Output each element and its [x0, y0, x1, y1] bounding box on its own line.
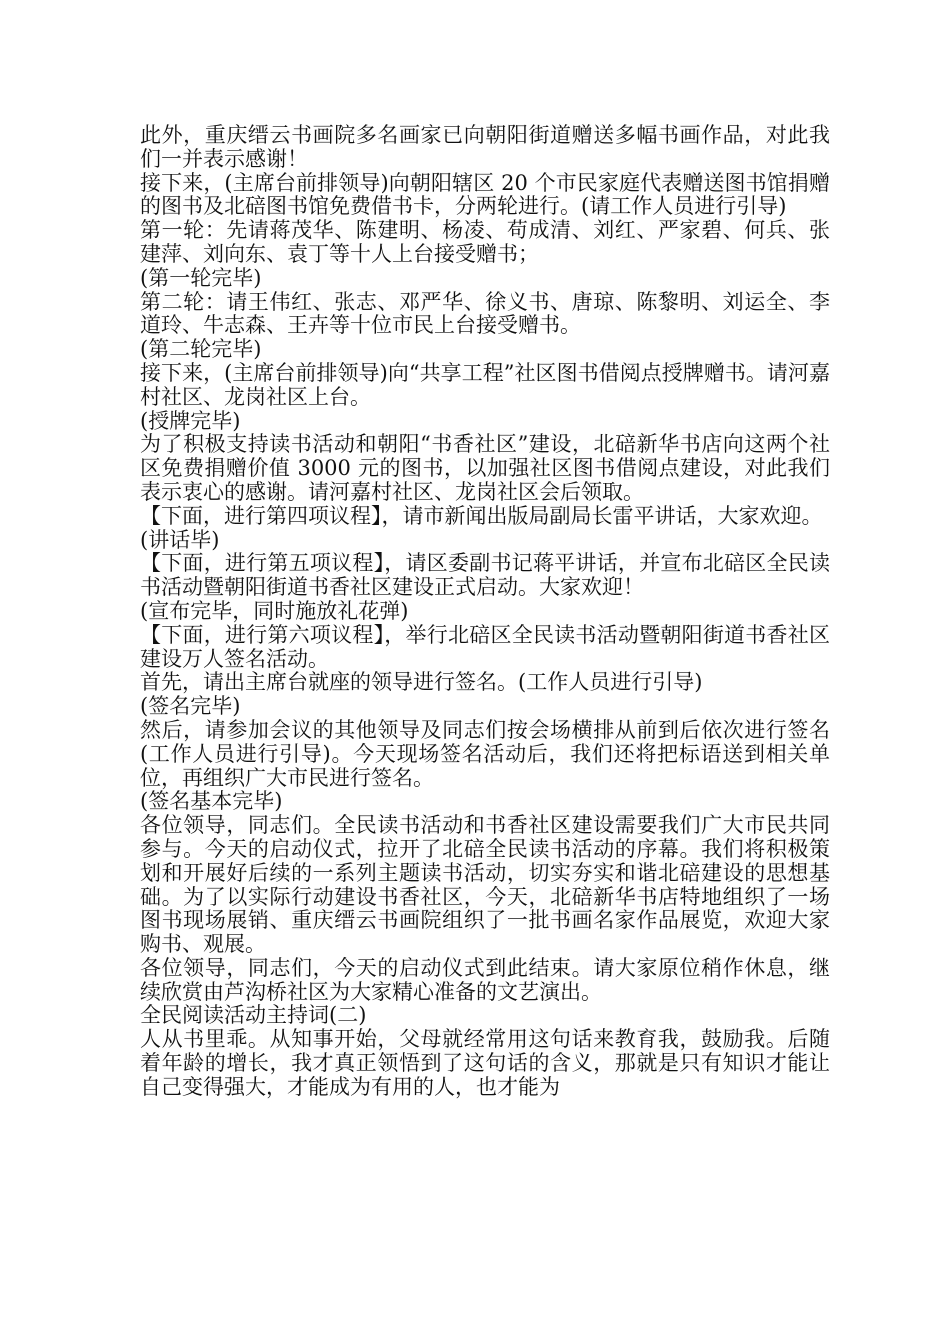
paragraph-xinhua-donation: 为了积极支持读书活动和朝阳“书香社区”建设，北碚新华书店向这两个社区免费捐赠价值 3000 元的图书，以加强社区图书借阅点建设，对此我们表示衷心的感谢。请河嘉村社区、龙岗社区会后领取。: [140, 432, 830, 504]
paragraph-agenda-five: 【下面，进行第五项议程】，请区委副书记蒋平讲话，并宣布北碚区全民读书活动暨朝阳街道书香社区建设正式启动。大家欢迎！: [140, 551, 830, 600]
note-signing-mostly-done: (签名基本完毕): [140, 789, 283, 814]
note-speech-done: (讲话毕): [140, 527, 220, 552]
note-plaque-done: (授牌完毕): [140, 408, 241, 433]
note-round-two-done: (第二轮完毕): [140, 337, 262, 362]
paragraph-script-two-opening: 人从书里乖。从知事开始，父母就经常用这句话来教育我，鼓励我。后随着年龄的增长，我才真正领悟到了这句话的含义，那就是只有知识才能让自己变得强大，才能成为有用的人，也才能为: [140, 1027, 830, 1099]
note-signing-done: (签名完毕): [140, 694, 241, 719]
note-announcement-done: (宣布完毕，同时施放礼花弹): [140, 598, 409, 623]
paragraph-agenda-six: 【下面，进行第六项议程】，举行北碚区全民读书活动暨朝阳街道书香社区建设万人签名活动。: [140, 622, 830, 671]
document-body: [140, 124, 830, 1100]
note-round-one-done: (第一轮完毕): [140, 265, 262, 290]
paragraph-thanks-painters: 此外，重庆缙云书画院多名画家已向朝阳街道赠送多幅书画作品，对此我们一并表示感谢！: [140, 123, 830, 171]
paragraph-agenda-four: 【下面，进行第四项议程】，请市新闻出版局副局长雷平讲话，大家欢迎。: [140, 503, 823, 528]
paragraph-plaque-award: 接下来，(主席台前排领导)向“共享工程”社区图书借阅点授牌赠书。请河嘉村社区、龙岗社区上台。: [140, 360, 830, 409]
paragraph-book-donation-intro: 接下来，(主席台前排领导)向朝阳辖区 20 个市民家庭代表赠送图书馆捐赠的图书及北碚图书馆免费借书卡，分两轮进行。(请工作人员进行引导): [140, 170, 830, 219]
paragraph-ceremony-end: 各位领导，同志们，今天的启动仪式到此结束。请大家原位稍作休息，继续欣赏由芦沟桥社区为大家精心准备的文艺演出。: [140, 955, 830, 1004]
paragraph-round-two: 第二轮：请王伟红、张志、邓严华、徐义书、唐琼、陈黎明、刘运全、李道玲、牛志森、王卉等十位市民上台接受赠书。: [140, 289, 830, 338]
paragraph-leaders-sign: 首先，请出主席台就座的领导进行签名。(工作人员进行引导): [140, 670, 703, 695]
paragraph-round-one: 第一轮：先请蒋茂华、陈建明、杨凌、苟成清、刘红、严家碧、何兵、张建萍、刘向东、袁丁等十人上台接受赠书；: [140, 218, 830, 266]
paragraph-others-sign: 然后，请参加会议的其他领导及同志们按会场横排从前到后依次进行签名(工作人员进行引导)。今天现场签名活动后，我们还将把标语送到相关单位，再组织广大市民进行签名。: [140, 717, 830, 790]
paragraph-closing-remarks: 各位领导，同志们。全民读书活动和书香社区建设需要我们广大市民共同参与。今天的启动仪式，拉开了北碚全民读书活动的序幕。我们将积极策划和开展好后续的一系列主题读书活动，切实夯实和谐北碚建设的思想基础。为了以实际行动建设书香社区，今天，北碚新华书店特地组织了一场图书现场展销、重庆缙云书画院组织了一批书画名家作品展览，欢迎大家购书、观展。: [140, 813, 830, 957]
section-heading-script-two: 全民阅读活动主持词(二): [140, 1003, 367, 1028]
